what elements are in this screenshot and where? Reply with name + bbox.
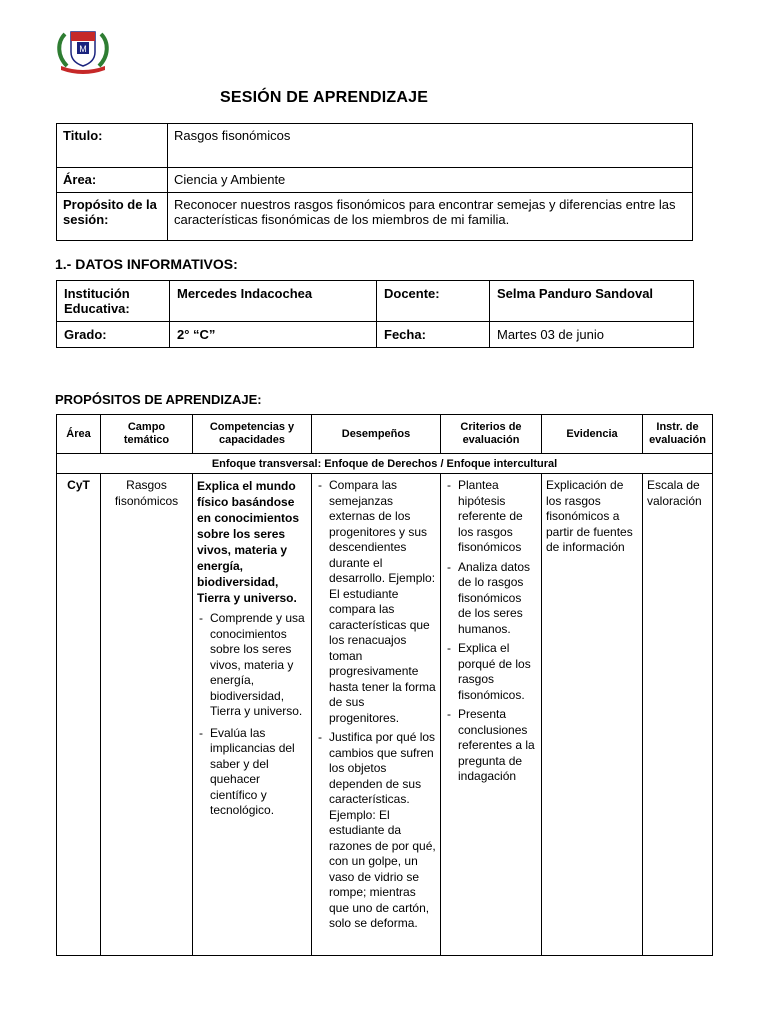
header-criterios: Criterios de evaluación	[441, 415, 542, 454]
list-item: - Presenta conclusiones referentes a la pregunta de indagación	[445, 707, 537, 785]
row-evidencia: Explicación de los rasgos fisonómicos a partir de fuentes de información	[542, 474, 643, 956]
titulo-label: Titulo:	[57, 124, 168, 168]
grado-value: 2° “C”	[170, 322, 377, 348]
row-instr: Escala de valoración	[643, 474, 713, 956]
docente-value: Selma Panduro Sandoval	[490, 281, 694, 322]
area-value: Ciencia y Ambiente	[168, 168, 693, 193]
competencia-main: Explica el mundo físico basándose en conocimientos sobre los seres vivos, materia y energía, biodiversidad, Tierra y universo.	[197, 479, 300, 605]
datos-table	[56, 280, 694, 348]
list-item: - Evalúa las implicancias del saber y del quehacer científico y tecnológico.	[197, 726, 307, 819]
desempenos-list	[316, 478, 436, 932]
document-title: SESIÓN DE APRENDIZAJE	[220, 89, 429, 106]
list-item: - Justifica por qué los cambios que sufren los objetos dependen de sus características. Ejemplo: El estudiante da razones de por qué, con un golpe, un vaso de vidrio se rompe; mientras que uno de cartón, solo se deforma.	[316, 730, 436, 932]
header-area: Área	[57, 415, 101, 454]
proposito-value: Reconocer nuestros rasgos fisonómicos para encontrar semejas y diferencias entre las características fisonómicas de los miembros de mi familia.	[168, 193, 693, 241]
propositos-table	[56, 414, 713, 956]
institucion-value: Mercedes Indacochea	[170, 281, 377, 322]
school-crest-icon	[55, 26, 111, 74]
proposito-label: Propósito de la sesión:	[57, 193, 168, 241]
area-label: Área:	[57, 168, 168, 193]
header-competencias: Competencias y capacidades	[193, 415, 312, 454]
list-item: - Explica el porqué de los rasgos fisonómicos.	[445, 641, 537, 703]
list-item: - Comprende y usa conocimientos sobre los seres vivos, materia y energía, biodiversidad, Tierra y universo.	[197, 611, 307, 720]
propositos-heading: PROPÓSITOS DE APRENDIZAJE:	[55, 392, 262, 407]
header-desempenos: Desempeños	[312, 415, 441, 454]
summary-table	[56, 123, 693, 241]
row-criterios	[441, 474, 542, 956]
datos-heading: 1.- DATOS INFORMATIVOS:	[55, 256, 238, 272]
header-instr: Instr. de evaluación	[643, 415, 713, 454]
titulo-value: Rasgos fisonómicos	[168, 124, 693, 168]
fecha-label: Fecha:	[377, 322, 490, 348]
row-campo: Rasgos fisonómicos	[101, 474, 193, 956]
criterios-list	[445, 478, 537, 785]
capacidades-list	[197, 611, 307, 819]
fecha-value: Martes 03 de junio	[490, 322, 694, 348]
institucion-label: Institución Educativa:	[57, 281, 170, 322]
enfoque-transversal: Enfoque transversal: Enfoque de Derechos / Enfoque intercultural	[57, 454, 713, 474]
header-evidencia: Evidencia	[542, 415, 643, 454]
row-area: CyT	[57, 474, 101, 956]
row-competencias	[193, 474, 312, 956]
header-campo: Campo temático	[101, 415, 193, 454]
list-item: - Compara las semejanzas externas de los progenitores y sus descendientes durante el desarrollo. Ejemplo: El estudiante compara las características que los renacuajos toman progresivamente hasta tener la forma de sus progenitores.	[316, 478, 436, 726]
list-item: - Analiza datos de lo rasgos fisonómicos de los seres humanos.	[445, 560, 537, 638]
grado-label: Grado:	[57, 322, 170, 348]
row-desempenos	[312, 474, 441, 956]
list-item: - Plantea hipótesis referente de los rasgos fisonómicos	[445, 478, 537, 556]
svg-text:M: M	[79, 44, 87, 54]
docente-label: Docente:	[377, 281, 490, 322]
